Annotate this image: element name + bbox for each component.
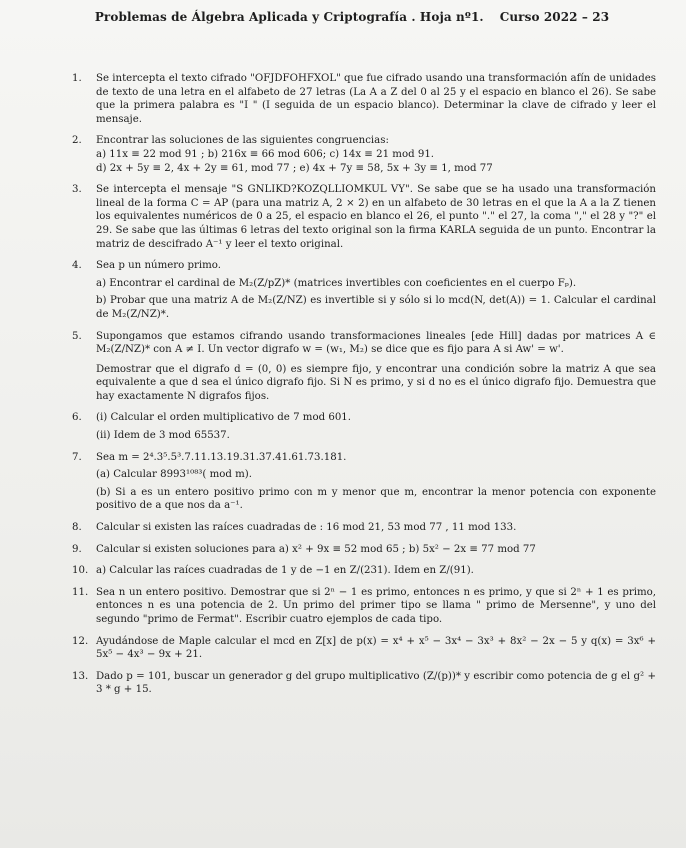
problem-6 (72, 411, 656, 442)
problem-intro: Sea p un número primo. (96, 260, 221, 272)
problem-text: Sea n un entero positivo. Demostrar que si 2ⁿ − 1 es primo, entonces n es primo, y que si 2ⁿ + 1 es primo, entonces n es una potencia de 2. Un primo del primer tipo se llama " primo de Mersenne", y uno del segundo "primo de Fermat". Escribir cuatro ejemplos de cada tipo. (96, 586, 656, 625)
problem-3 (72, 183, 656, 251)
problem-9 (72, 543, 656, 557)
problem-number: 12. (72, 635, 89, 647)
problem-text: a) Calcular las raíces cuadradas de 1 y de −1 en Z/(231). Idem en Z/(91). (96, 565, 474, 577)
page-title: Problemas de Álgebra Aplicada y Criptografía . Hoja nº1. (94, 10, 484, 24)
problem-text: Calcular si existen soluciones para a) x² + 9x ≡ 52 mod 65 ; b) 5x² − 2x ≡ 77 mod 77 (96, 543, 536, 555)
problem-number: 11. (72, 586, 89, 598)
problem-number: 4. (72, 260, 82, 272)
problem-line: a) 11x ≡ 22 mod 91 ; b) 216x ≡ 66 mod 606; c) 14x ≡ 21 mod 91. (96, 148, 435, 160)
problem-line: d) 2x + 5y ≡ 2, 4x + 2y ≡ 61, mod 77 ; e) 4x + 7y ≡ 58, 5x + 3y ≡ 1, mod 77 (96, 162, 493, 174)
problem-text: Calcular si existen las raíces cuadradas de : 16 mod 21, 53 mod 77 , 11 mod 133. (96, 522, 517, 534)
problem-number: 2. (72, 135, 82, 147)
problem-1 (72, 72, 656, 126)
course-label: Curso 2022 – 23 (499, 10, 610, 24)
problem-8 (72, 521, 656, 535)
problem-number: 13. (72, 670, 89, 682)
subproblem-a: a) Encontrar el cardinal de M₂(Z/pZ)* (matrices invertibles con coeficientes en el cuerpo Fₚ). (96, 277, 577, 289)
problem-10 (72, 564, 656, 578)
problem-4 (72, 259, 656, 321)
subproblem-b: b) Probar que una matriz A de M₂(Z/NZ) es invertible si y sólo si lo mcd(N, det(A)) = 1. Calcular el cardinal de M₂(Z/NZ)*. (96, 295, 656, 320)
problem-12 (72, 635, 656, 662)
subproblem-ii: (ii) Idem de 3 mod 65537. (96, 430, 230, 442)
subproblem-i: (i) Calcular el orden multiplicativo de 7 mod 601. (96, 412, 352, 424)
problem-number: 7. (72, 451, 82, 463)
problem-5 (72, 330, 656, 404)
problem-number: 9. (72, 543, 82, 555)
page-header (32, 10, 656, 24)
problem-number: 3. (72, 184, 82, 196)
subproblem-b: (b) Si a es un entero positivo primo con m y menor que m, encontrar la menor potencia con exponente positivo de a que nos da a⁻¹. (96, 486, 656, 512)
problem-text: Se intercepta el mensaje "S GNLIKD?KOZQLLIOMKUL VY". Se sabe que se ha usado una transformación lineal de la forma C = AP (para una matriz A, 2 × 2) en un alfabeto de 30 letras en el que la A a la Z tienen los equivalentes numéricos de 0 a 25, el espacio en blanco el 26, el punto "." el 27, la coma "," el 28 y "?" el 29. Se sabe que las últimas 6 letras del texto original son la firma KARLA seguida de un punto. Encontrar la matriz de descifrado A⁻¹ y leer el texto original. (96, 184, 656, 250)
problem-intro: Sea m = 2⁴.3⁵.5³.7.11.13.19.31.37.41.61.73.181. (96, 451, 347, 463)
problem-number: 6. (72, 412, 82, 424)
problem-number: 10. (72, 565, 89, 577)
problem-number: 5. (72, 330, 82, 342)
problem-text: Demostrar que el digrafo d = (0, 0) es siempre fijo, y encontrar una condición sobre la matriz A que sea equivalente a que d sea el único digrafo fijo. Si N es primo, y si d no es el único digrafo fijo. Demuestra que hay exactamente N digrafos fijos. (96, 363, 656, 402)
problem-text: Se intercepta el texto cifrado "OFJDFOHFXOL" que fue cifrado usando una transformación afín de unidades de texto de una letra en el alfabeto de 27 letras (La A a Z del 0 al 25 y el espacio en blanco el 26). Se sabe que la primera palabra es "I " (I seguida de un espacio blanco). Determinar la clave de cifrado y leer el mensaje. (96, 73, 656, 125)
problem-text: Dado p = 101, buscar un generador g del grupo multiplicativo (Z/(p))* y escribir como potencia de g el g² + 3 * g + 15. (96, 670, 656, 696)
problem-11 (72, 586, 656, 627)
problem-7 (72, 451, 656, 513)
problem-text: Ayudándose de Maple calcular el mcd en Z[x] de p(x) = x⁴ + x⁵ − 3x⁴ − 3x³ + 8x² − 2x − 5 y q(x) = 3x⁶ + 5x⁵ − 4x³ − 9x + 21. (96, 635, 656, 661)
problem-number: 8. (72, 522, 82, 534)
subproblem-a: (a) Calcular 8993¹⁰⁸³( mod m). (96, 469, 252, 481)
problem-13 (72, 670, 656, 697)
problem-2 (72, 134, 656, 175)
problem-intro: Encontrar las soluciones de las siguientes congruencias: (96, 135, 389, 147)
problem-number: 1. (72, 73, 82, 84)
problem-text: Supongamos que estamos cifrando usando transformaciones lineales [ede Hill] dadas por matrices A ∈ M₂(Z/NZ)* con A ≠ I. Un vector digrafo w = (w₁, M₂) se dice que es fijo para A si Aw' = w'. (96, 330, 656, 356)
